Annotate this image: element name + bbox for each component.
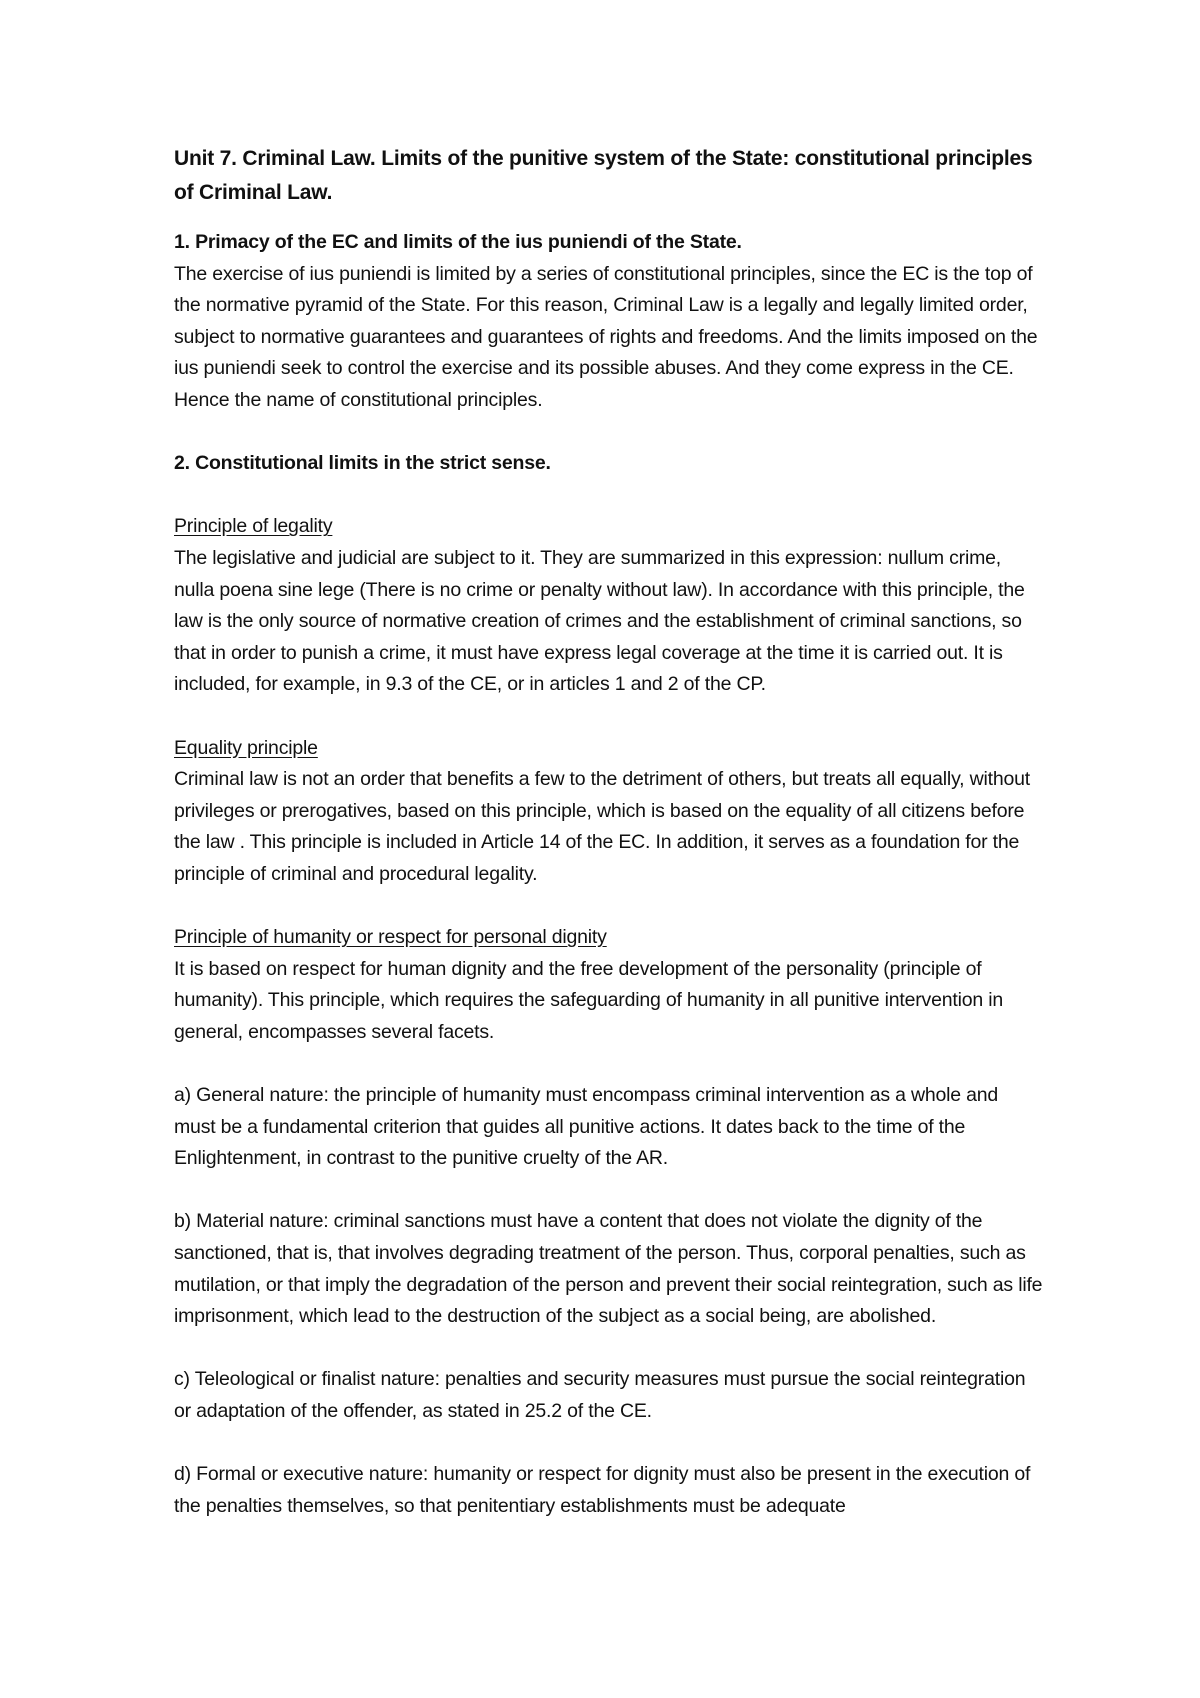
humanity-item-d: d) Formal or executive nature: humanity or respect for dignity must also be present in the execution of the penalties themselves, so that penitentiary establishments must be adequate bbox=[174, 1463, 1031, 1517]
spacer bbox=[174, 480, 1044, 512]
spacer bbox=[174, 1333, 1044, 1365]
legality-paragraph: The legislative and judicial are subject to it. They are summarized in this expression: nullum crime, nulla poena sine lege (There is no crime or penalty without law). In accordance with this principle, the law is the only source of normative creation of crimes and the establishment of criminal sanctions, so that in order to punish a crime, it must have express legal coverage at the time it is carried out. It is included, for example, in 9.3 of the CE, or in articles 1 and 2 of the CP. bbox=[174, 546, 1025, 696]
legality-heading: Principle of legality bbox=[174, 515, 333, 538]
section-1-paragraph: The exercise of ius puniendi is limited by a series of constitutional principles, since the EC is the top of the normative pyramid of the State. For this reason, Criminal Law is a legally and legally limited order, subject to normative guarantees and guarantees of rights and freedoms. And the limits imposed on the ius puniendi seek to control the exercise and its possible abuses. And they come express in the CE. Hence the name of constitutional principles. bbox=[174, 262, 1038, 411]
spacer bbox=[174, 1175, 1044, 1207]
humanity-item-b: b) Material nature: criminal sanctions must have a content that does not violate the dignity of the sanctioned, that is, that involves degrading treatment of the person. Thus, corporal penalties, such as mutilation, or that imply the degradation of the person and prevent their social reintegration, such as life imprisonment, which lead to the destruction of the subject as a social being, are abolished. bbox=[174, 1210, 1043, 1328]
section-1-heading: 1. Primacy of the EC and limits of the ius puniendi of the State. bbox=[174, 231, 742, 253]
equality-heading: Equality principle bbox=[174, 736, 318, 759]
humanity-heading: Principle of humanity or respect for personal dignity bbox=[174, 926, 607, 949]
spacer bbox=[174, 1428, 1044, 1460]
humanity-item-a: a) General nature: the principle of humanity must encompass criminal intervention as a whole and must be a fundamental criterion that guides all punitive actions. It dates back to the time of the Enlightenment, in contrast to the punitive cruelty of the AR. bbox=[174, 1084, 999, 1170]
section-2-heading: 2. Constitutional limits in the strict sense. bbox=[174, 452, 551, 475]
equality-paragraph: Criminal law is not an order that benefits a few to the detriment of others, but treats all equally, without privileges or prerogatives, based on this principle, which is based on the equality of all citizens before the law . This principle is included in Article 14 of the EC. In addition, it serves as a foundation for the principle of criminal and procedural legality. bbox=[174, 768, 1030, 885]
spacer bbox=[174, 701, 1044, 733]
humanity-paragraph: It is based on respect for human dignity and the free development of the personality (principle of humanity). This principle, which requires the safeguarding of humanity in all punitive intervention in general, encompasses several facets. bbox=[174, 957, 1004, 1043]
document-body bbox=[174, 142, 1044, 1522]
spacer bbox=[174, 1048, 1044, 1080]
humanity-item-c: c) Teleological or finalist nature: penalties and security measures must pursue the social reintegration or adaptation of the offender, as stated in 25.2 of the CE. bbox=[174, 1368, 1026, 1422]
spacer bbox=[174, 417, 1044, 449]
spacer bbox=[174, 890, 1044, 922]
document-title: Unit 7. Criminal Law. Limits of the punitive system of the State: constitutional principles of Criminal Law. bbox=[174, 147, 1033, 204]
